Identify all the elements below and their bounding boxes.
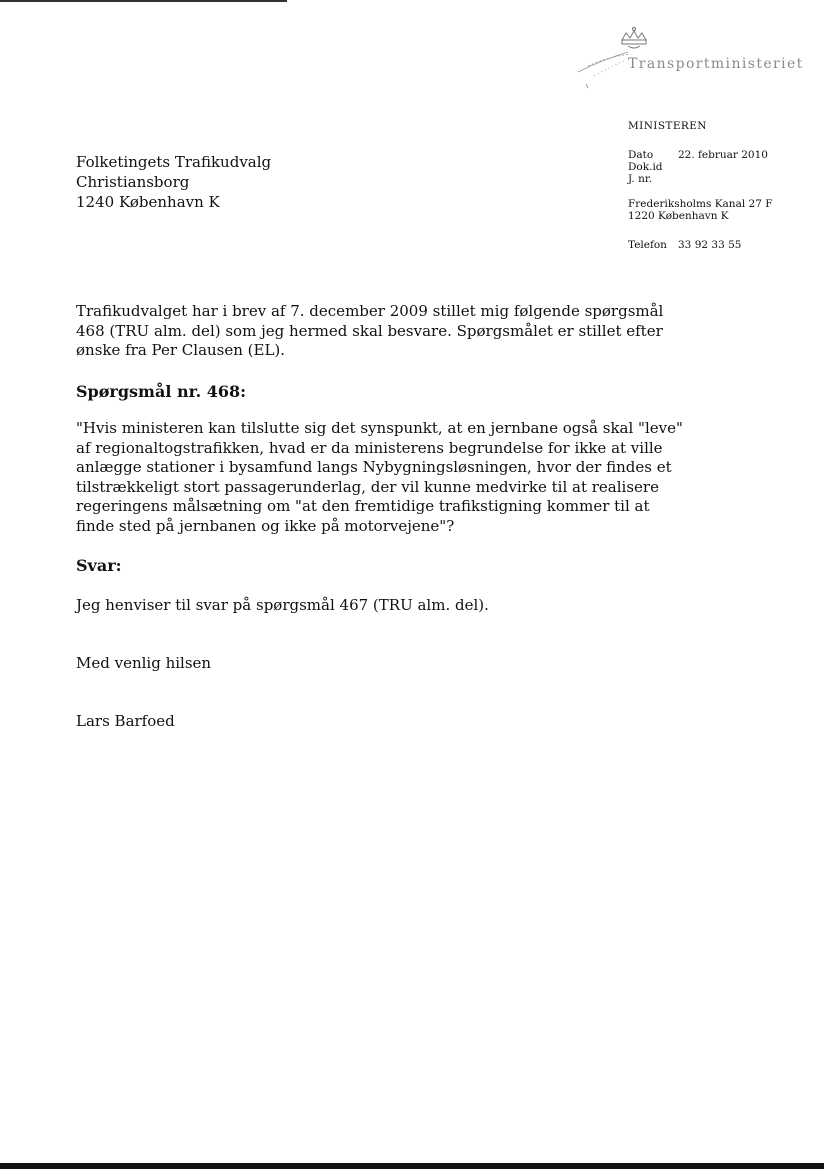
recipient-line1: Folketingets Trafikudvalg	[76, 153, 272, 171]
question-line: "Hvis ministeren kan tilslutte sig det synspunkt, at en jernbane også skal "leve"	[76, 419, 683, 437]
jnr-label: J. nr.	[628, 173, 653, 185]
signature-name: Lars Barfoed	[76, 712, 175, 730]
recipient-line3: 1240 København K	[76, 193, 220, 211]
recipient-address	[76, 152, 271, 212]
phone-block	[628, 239, 741, 251]
closing-text: Med venlig hilsen	[76, 654, 212, 672]
department-label: MINISTEREN	[628, 120, 707, 132]
question-heading: Spørgsmål nr. 468:	[76, 382, 247, 401]
question-line: regeringens målsætning om "at den fremtidige trafikstigning kommer til at	[76, 497, 650, 515]
recipient-line2: Christiansborg	[76, 173, 190, 191]
ministry-logo	[572, 26, 804, 92]
answer-text: Jeg henviser til svar på spørgsmål 467 (TRU alm. del).	[76, 596, 489, 614]
question-line: anlægge stationer i bysamfund langs Nybygningsløsningen, hvor der findes et	[76, 458, 672, 476]
question-paragraph	[76, 419, 683, 536]
meta-block	[628, 149, 768, 185]
docid-label: Dok.id	[628, 161, 663, 173]
phone-value: 33 92 33 55	[678, 239, 742, 251]
sender-address	[628, 198, 773, 222]
sender-address-line1: Frederiksholms Kanal 27 F	[628, 198, 773, 210]
answer-heading: Svar:	[76, 556, 122, 575]
sender-address-line2: 1220 København K	[628, 210, 729, 222]
ministry-wordmark: Transportministeriet	[628, 56, 804, 72]
date-label: Dato	[628, 149, 654, 161]
phone-label: Telefon	[628, 239, 667, 251]
intro-line: 468 (TRU alm. del) som jeg hermed skal besvare. Spørgsmålet er stillet efter	[76, 321, 663, 340]
bottom-rule	[0, 1163, 824, 1169]
intro-line: Trafikudvalget har i brev af 7. december 2009 stillet mig følgende spørgsmål	[76, 302, 664, 320]
intro-paragraph	[76, 302, 664, 361]
question-line: af regionaltogstrafikken, hvad er da ministerens begrundelse for ikke at ville	[76, 438, 663, 457]
question-line: tilstrækkeligt stort passagerunderlag, der vil kunne medvirke til at realisere	[76, 477, 659, 496]
top-rule	[0, 0, 287, 2]
date-value: 22. februar 2010	[678, 149, 768, 161]
question-line: finde sted på jernbanen og ikke på motorvejene"?	[76, 516, 455, 535]
intro-line: ønske fra Per Clausen (EL).	[76, 341, 286, 359]
